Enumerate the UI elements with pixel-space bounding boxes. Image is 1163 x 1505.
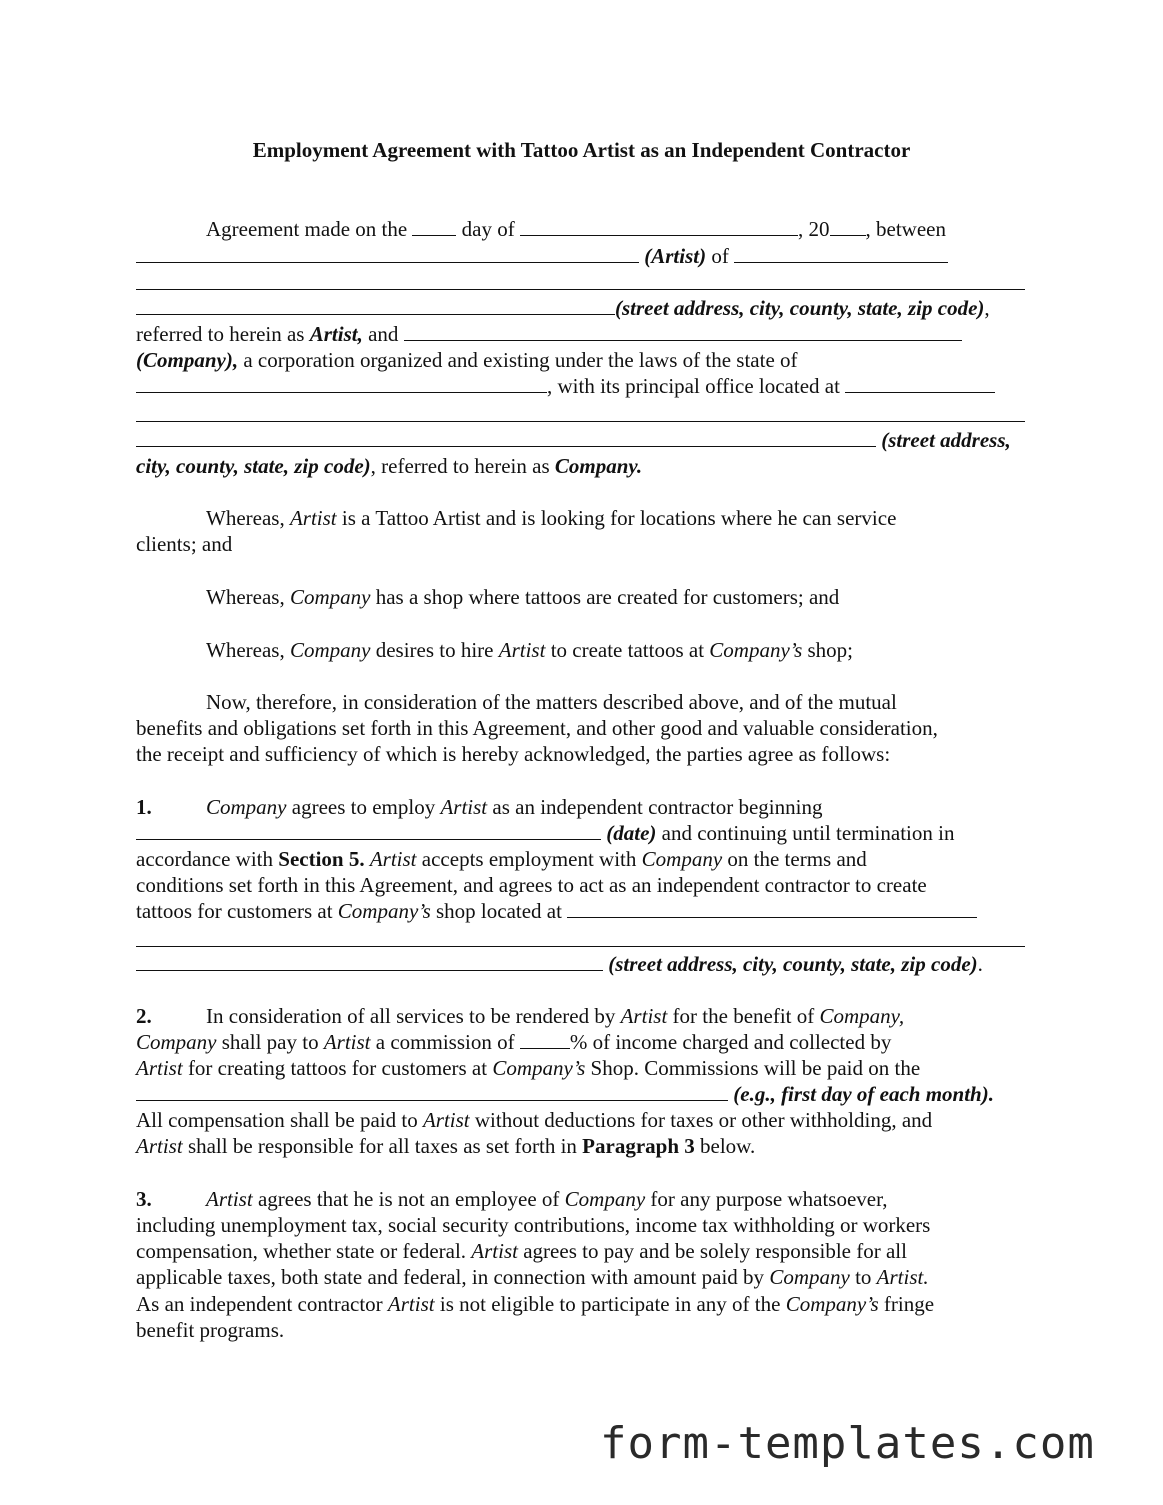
document-title: Employment Agreement with Tattoo Artist as an Independent Contractor (252, 138, 911, 162)
section-1-number: 1. (136, 795, 152, 819)
section-1-line-4: conditions set forth in this Agreement, and agrees to act as an independent contractor to create (136, 873, 927, 897)
company-name-blank[interactable] (404, 322, 962, 341)
recital-1-line-1: Whereas, Artist is a Tattoo Artist and is looking for locations where he can service (206, 506, 897, 530)
section-3-line-6: benefit programs. (136, 1318, 285, 1342)
recital-2: Whereas, Company has a shop where tattoos are created for customers; and (206, 585, 840, 609)
section-3-line-2: including unemployment tax, social security contributions, income tax withholding or workers (136, 1213, 931, 1237)
recital-3: Whereas, Company desires to hire Artist to create tattoos at Company’s shop; (206, 638, 854, 662)
company-address-line-1[interactable] (136, 421, 1025, 422)
recital-1-line-2: clients; and (136, 532, 233, 556)
section-3-line-4: applicable taxes, both state and federal, in connection with amount paid by Company to Artist. (136, 1265, 929, 1289)
shop-address-blank[interactable] (567, 899, 977, 918)
agreement-line-7: , with its principal office located at (136, 373, 995, 399)
agreement-line-4: (street address, city, county, state, zip code), (136, 295, 990, 321)
section-2-line-3: Artist for creating tattoos for customers at Company’s Shop. Commissions will be paid on the (136, 1056, 921, 1080)
artist-name-blank[interactable] (136, 244, 639, 263)
artist-address-blank[interactable] (136, 296, 615, 315)
section-3-line-3: compensation, whether state or federal. Artist agrees to pay and be solely responsible for all (136, 1239, 907, 1263)
agreement-line-1: Agreement made on the day of , 20 , between (206, 217, 946, 241)
section-2-line-2: Company shall pay to Artist a commission of % of income charged and collected by (136, 1030, 892, 1054)
agreement-line-5: referred to herein as Artist, and (136, 321, 962, 347)
section-2-line-4: (e.g., first day of each month). (136, 1081, 994, 1107)
section-2-line-5: All compensation shall be paid to Artist without deductions for taxes or other withholding, and (136, 1108, 933, 1132)
section-3-line-5: As an independent contractor Artist is not eligible to participate in any of the Company’s fringe (136, 1292, 935, 1316)
now-therefore-line-2: benefits and obligations set forth in this Agreement, and other good and valuable consideration, (136, 716, 938, 740)
artist-of-blank[interactable] (734, 244, 948, 263)
state-blank[interactable] (136, 374, 547, 393)
shop-address-line-1[interactable] (136, 946, 1025, 947)
month-blank[interactable] (520, 217, 798, 236)
section-3-line-1: Artist agrees that he is not an employee of Company for any purpose whatsoever, (206, 1187, 888, 1211)
section-2-number: 2. (136, 1004, 152, 1028)
artist-address-line-1[interactable] (136, 289, 1025, 290)
start-date-blank[interactable] (136, 821, 601, 840)
agreement-line-2: (Artist) of (136, 243, 948, 269)
section-1-line-2: (date) and continuing until termination in (136, 820, 954, 846)
now-therefore-line-1: Now, therefore, in consideration of the matters described above, and of the mutual (206, 690, 897, 714)
section-2-line-6: Artist shall be responsible for all taxes as set forth in Paragraph 3 below. (136, 1134, 756, 1158)
section-1-line-7: (street address, city, county, state, zip code). (136, 951, 983, 977)
year-blank[interactable] (830, 217, 866, 236)
section-3-number: 3. (136, 1187, 152, 1211)
principal-office-blank[interactable] (845, 374, 995, 393)
section-1-line-5: tattoos for customers at Company’s shop located at (136, 898, 977, 924)
day-blank[interactable] (412, 217, 456, 236)
section-1-line-3: accordance with Section 5. Artist accepts employment with Company on the terms and (136, 847, 867, 871)
payment-schedule-blank[interactable] (136, 1082, 728, 1101)
watermark: form-templates.com (600, 1418, 1095, 1469)
now-therefore-line-3: the receipt and sufficiency of which is hereby acknowledged, the parties agree as follows: (136, 742, 891, 766)
agreement-line-10: city, county, state, zip code), referred to herein as Company. (136, 454, 643, 478)
commission-percent-blank[interactable] (520, 1030, 570, 1049)
agreement-line-6: (Company), a corporation organized and existing under the laws of the state of (136, 348, 798, 372)
agreement-line-9: (street address, (136, 427, 1011, 453)
section-1-line-1: Company agrees to employ Artist as an independent contractor beginning (206, 795, 823, 819)
shop-address-blank-2[interactable] (136, 952, 603, 971)
section-2-line-1: In consideration of all services to be rendered by Artist for the benefit of Company, (206, 1004, 905, 1028)
company-address-blank[interactable] (136, 428, 876, 447)
